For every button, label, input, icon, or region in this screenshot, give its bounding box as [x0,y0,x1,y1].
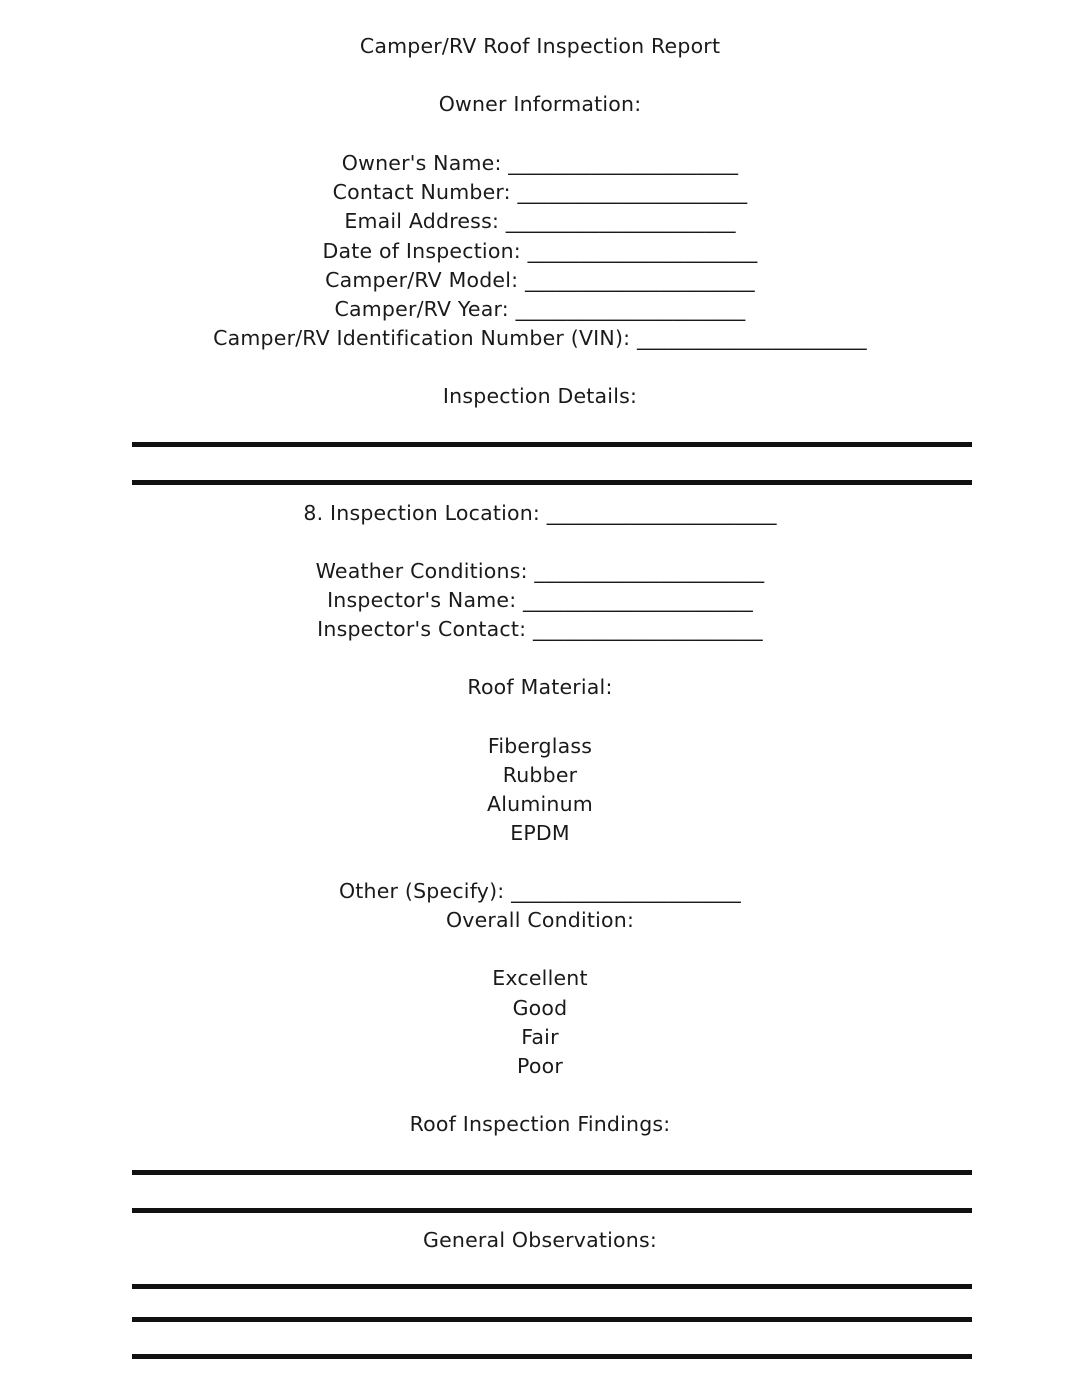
contact-number-field[interactable] [0,178,1080,206]
writing-line[interactable] [132,1284,972,1289]
inspection-location-field[interactable] [0,499,1080,527]
condition-option[interactable]: Fair [521,1025,559,1049]
roof-material-option[interactable]: Rubber [502,763,578,787]
blank-line[interactable]: ______________________ [534,559,765,583]
blank-line[interactable]: ______________________ [511,879,742,903]
roof-material-option[interactable]: EPDM [510,821,570,845]
blank-line[interactable]: ______________________ [515,297,746,321]
camper-rv-year-field[interactable] [0,295,1080,323]
blank-line[interactable]: ______________________ [523,588,753,612]
writing-line[interactable] [132,1170,972,1175]
vin-field[interactable] [0,324,1080,352]
roof-inspection-findings-heading: Roof Inspection Findings: [409,1112,671,1136]
field-label: Other (Specify): [338,879,505,903]
blank-line[interactable]: ______________________ [636,326,867,350]
field-label: Camper/RV Identification Number (VIN): [213,326,631,350]
field-label: Camper/RV Model: [325,268,519,292]
field-label: Inspector's Contact: [317,617,527,641]
field-label: Camper/RV Year: [334,297,509,321]
blank-line[interactable]: ______________________ [532,617,763,641]
general-observations-heading: General Observations: [423,1228,657,1252]
roof-material-option[interactable]: Fiberglass [487,734,593,758]
weather-conditions-field[interactable] [0,557,1080,585]
camper-rv-model-field[interactable] [0,266,1080,294]
inspectors-contact-field[interactable] [0,615,1080,643]
condition-option[interactable]: Excellent [492,966,588,990]
other-specify-field[interactable] [0,877,1080,905]
field-label: Email Address: [344,209,500,233]
condition-option[interactable]: Good [512,996,568,1020]
email-address-field[interactable] [0,207,1080,235]
blank-line[interactable]: ______________________ [508,151,739,175]
condition-option[interactable]: Poor [517,1054,563,1078]
owner-information-heading: Owner Information: [438,92,642,116]
overall-condition-heading: Overall Condition: [445,908,635,932]
field-label: Inspector's Name: [327,588,517,612]
blank-line[interactable]: ______________________ [546,501,777,525]
field-label: Weather Conditions: [315,559,528,583]
inspectors-name-field[interactable] [0,586,1080,614]
field-label: Contact Number: [332,180,511,204]
owners-name-field[interactable] [0,149,1080,177]
blank-line[interactable]: ______________________ [517,180,748,204]
field-label: Owner's Name: [341,151,502,175]
blank-line[interactable]: ______________________ [524,268,755,292]
blank-line[interactable]: ______________________ [505,209,736,233]
writing-line[interactable] [132,480,972,485]
blank-line[interactable]: ______________________ [527,239,758,263]
field-label: 8. Inspection Location: [303,501,541,525]
roof-material-heading: Roof Material: [467,675,613,699]
writing-line[interactable] [132,442,972,447]
writing-line[interactable] [132,1317,972,1322]
writing-line[interactable] [132,1354,972,1359]
writing-line[interactable] [132,1208,972,1213]
date-of-inspection-field[interactable] [0,237,1080,265]
page-title: Camper/RV Roof Inspection Report [359,34,721,58]
field-label: Date of Inspection: [322,239,521,263]
roof-material-option[interactable]: Aluminum [487,792,593,816]
inspection-details-heading: Inspection Details: [442,384,638,408]
